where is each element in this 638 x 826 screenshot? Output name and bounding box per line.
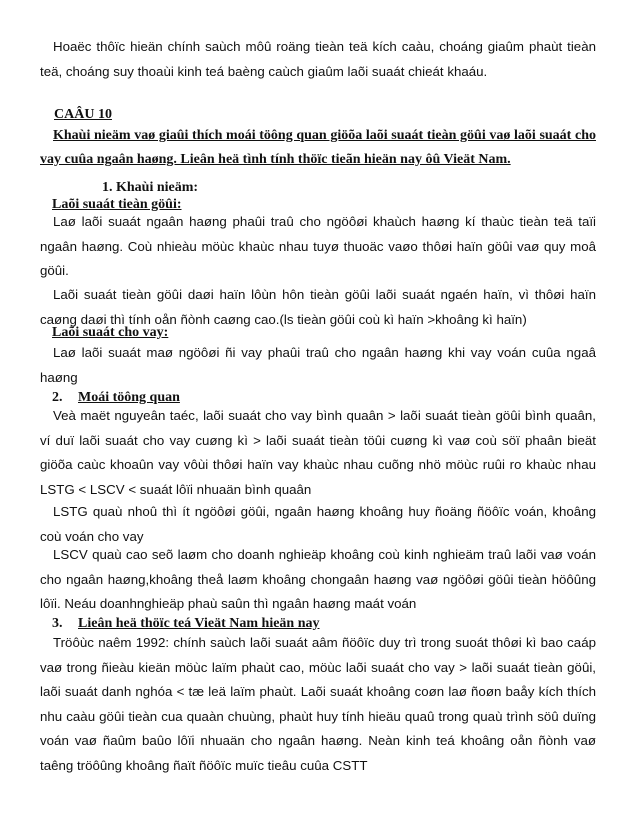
intro-paragraph: Hoaëc thôïc hieän chính saùch môû roäng tieàn teä kích caàu, choáng giaûm phaùt tieàn teä, choáng suy thoaùi kinh teá baèng caùch giaûm laõi suaát chieát khaáu. (40, 39, 596, 79)
deposit-rate-paragraph-1: Laø laõi suaát ngaân haøng phaûi traû cho ngöôøi khaùch haøng kí thaùc tieàn teä taïi ngaân haøng. Coù nhieàu möùc khaùc nhau tuyø thuoäc vaøo thôøi haïn göûi vaø quy moâ göûi. (40, 214, 596, 278)
question-title: Khaùi nieäm vaø giaûi thích moái töông quan giöõa laõi suaát tieàn göûi vaø laõi suaát cho vay cuûa ngaân haøng. Lieân heä tình tính thöïc tieãn hieän nay ôû Vieät Nam. (40, 128, 596, 167)
relation-paragraph-3: LSCV quaù cao seõ laøm cho doanh nghieäp khoâng coù kinh nghieäm traû laõi vaø voán cho ngaân haøng,khoâng theå laøm khoâng chongaân haøng vaø ngöôøi göûi tieàn höôûng lôïi. Neáu doanhnghieäp phaù saûn thì ngaân haøng maát voán (40, 547, 596, 611)
relation-paragraph-1: Veà maët nguyeân taéc, laõi suaát cho vay bình quaân > laõi suaát tieàn göûi bình quaân, ví duï laõi suaát cho vay cuøng kì > laõi suaát tieàn töûi cuøng kì vaø coù söï phaân bieät giöõa caùc khoaûn vay vôùi thôøi haïn vay khaùc nhau cuõng nhö möùc ruûi ro khaùc nhau LSTG < LSCV < suaát lôïi nhuaän bình quaân (40, 408, 596, 497)
relation-paragraph-2: LSTG quaù nhoû thì ít ngöôøi göûi, ngaân haøng khoâng huy ñoäng ñöôïc voán, khoâng coù voán cho vay (40, 504, 596, 544)
question-label: CAÂU 10 (54, 107, 112, 122)
vietnam-paragraph: Tröôùc naêm 1992: chính saùch laõi suaát aâm ñöôïc duy trì trong suoát thôøi kì bao caáp vaø trong ñieàu kieän möùc laïm phaùt cao, möùc laõi suaát cho vay > laõi suaát tieàn göûi, laõi suaát danh nghóa < tæ leä laïm phaùt. Laõi suaát khoâng coøn laø ñoøn baåy kích thích nhu caàu göûi tieàn cua quaàn chuùng, phaùt huy tính hieäu quaû trong quaù trình söû duïng voán vaø ñaûm baûo lôïi nhuaän cho ngaân haøng. Neàn kinh teá khoâng oån ñònh vaø taêng tröôûng khoâng ñaït ñöôïc muïc tieâu cuûa CSTT (40, 635, 596, 773)
deposit-rate-heading: Laõi suaát tieàn göûi: (52, 197, 182, 212)
loan-rate-heading: Laõi suaát cho vay: (52, 325, 169, 340)
overlap-text: 1. Khaùi nieäm: (102, 180, 199, 195)
relation-number: 2. (52, 390, 63, 405)
vietnam-number: 3. (52, 616, 63, 631)
vietnam-heading (52, 616, 320, 632)
vietnam-heading-text: Lieân heä thöïc teá Vieät Nam hieän nay (78, 616, 320, 631)
loan-rate-paragraph: Laø laõi suaát maø ngöôøi ñi vay phaûi traû cho ngaân haøng khi vay voán cuûa ngaâ haøng (40, 345, 596, 385)
deposit-rate-paragraph-2: Laõi suaát tieàn göûi daøi haïn lôùn hôn tieàn göûi laõi suaát ngaén haïn, vì thôøi haïn caøng daøi thì tính oån ñònh caøng cao.(ls tieàn göûi coù kì haïn >khoâng kì haïn) (40, 287, 596, 327)
relation-heading-text: Moái töông quan (78, 390, 180, 405)
